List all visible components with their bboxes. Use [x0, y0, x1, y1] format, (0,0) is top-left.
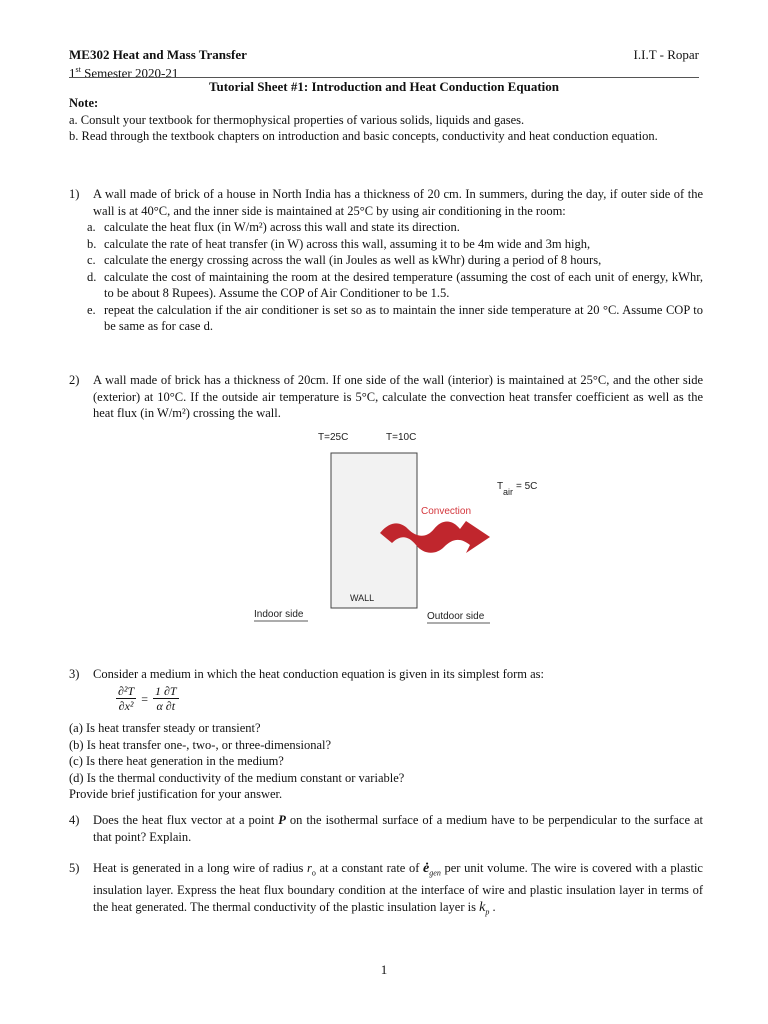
svg-text:= 5C: = 5C: [516, 481, 538, 492]
svg-text:air: air: [503, 487, 514, 497]
indoor-side-label: Indoor side: [254, 609, 304, 620]
notes-section: [69, 95, 703, 145]
q5-number: 5): [69, 861, 80, 875]
label-inner-temp: T=25C: [318, 432, 349, 443]
wall-convection-diagram: [240, 425, 560, 630]
header-divider: [69, 77, 699, 78]
svg-text:T: T: [497, 481, 504, 492]
q3-item-c: (c) Is there heat generation in the medium?: [69, 754, 284, 768]
q3-subquestions: [69, 720, 703, 803]
q1-item-b: b. calculate the rate of heat transfer (in W) across this wall, assuming it to be 4m wide and 3m high,: [87, 236, 591, 251]
question-2: [69, 372, 703, 422]
q1-item-c: c. calculate the energy crossing across the wall (in Joules as well as kWhr) during a period of 8 hours,: [87, 253, 602, 267]
q1-item-e: e. repeat the calculation if the air conditioner is set so as to maintain the inner side temperature at 20 °C. Assume COP to be same as for case d.: [87, 302, 703, 333]
note-b: b. Read through the textbook chapters on introduction and basic concepts, conductivity and heat conduction equation.: [69, 129, 658, 143]
outdoor-side-label: Outdoor side: [427, 611, 485, 622]
convection-label: Convection: [421, 506, 472, 517]
institute-name: I.I.T - Ropar: [633, 47, 699, 62]
q1-item-d: d. calculate the cost of maintaining the room at the desired temperature (assuming the cost of each unit of energy, kWhr, to be about 8 Rupees). Assume the COP of Air Conditioner to be 1.5.: [87, 269, 703, 300]
q3-item-d: (d) Is the thermal conductivity of the medium constant or variable?: [69, 770, 405, 785]
q3-closing: Provide brief justification for your answer.: [69, 787, 283, 801]
q3-item-a: (a) Is heat transfer steady or transient?: [69, 721, 261, 735]
q3-number: 3): [69, 667, 80, 681]
sheet-title: Tutorial Sheet #1: Introduction and Heat Conduction Equation: [209, 79, 559, 94]
q2-number: 2): [69, 373, 80, 387]
semester: 1st Semester 2020-21: [69, 65, 179, 81]
q3-text: Consider a medium in which the heat conduction equation is given in its simplest form as:: [93, 667, 544, 681]
q4-number: 4): [69, 813, 80, 827]
wall-label: WALL: [350, 593, 375, 603]
note-a: a. Consult your textbook for thermophysical properties of various solids, liquids and gases.: [69, 112, 525, 127]
course-title: ME302 Heat and Mass Transfer: [69, 47, 247, 62]
q1-number: 1): [69, 187, 80, 201]
point-p: P: [278, 813, 286, 827]
question-5: 5) Heat is generated in a long wire of radius $r_o$ at a constant rate of $ė_{gen}$ per unit volume. The wire is covered with a plastic insulation layer. Express the heat flux boundary condition at the interface of wire and plastic insulation layer in terms of the heat generated. The thermal conductivity of the plastic insulation layer is $k_p$ .: [69, 861, 703, 916]
t-air-label: [497, 481, 537, 497]
q1-item-a: a. calculate the heat flux (in W/m²) across this wall and state its direction.: [87, 220, 460, 234]
q2-text: A wall made of brick has a thickness of 20cm. If one side of the wall (interior) is maintained at 25°C, and the other side (exterior) at 10°C. If the outside air temperature is 5°C, calculate the convection heat transfer coefficient as well as the heat flux (in W/m²) crossing the wall.: [93, 373, 703, 420]
heat-equation: $\frac{\text{∂²T}}{\text{∂x²}}$ = $\frac{1 \partial T}{\alpha \partial t}$: [118, 684, 177, 713]
q3-item-b: (b) Is heat transfer one-, two-, or three-dimensional?: [69, 737, 332, 752]
label-outer-temp: T=10C: [386, 432, 417, 443]
question-1: [69, 186, 703, 335]
q1-text: A wall made of brick of a house in North India has a thickness of 20 cm. In summers, during the day, if outer side of the wall is at 40°C, and the inner side is maintained at 25°C by using air conditioning in the room:: [93, 187, 703, 218]
question-4: 4) Does the heat flux vector at a point P on the isothermal surface of a medium have to be perpendicular to the surface at that point? Explain.: [69, 813, 703, 844]
note-label: Note:: [69, 96, 99, 110]
question-3: [69, 666, 703, 683]
page-number: 1: [380, 962, 388, 977]
